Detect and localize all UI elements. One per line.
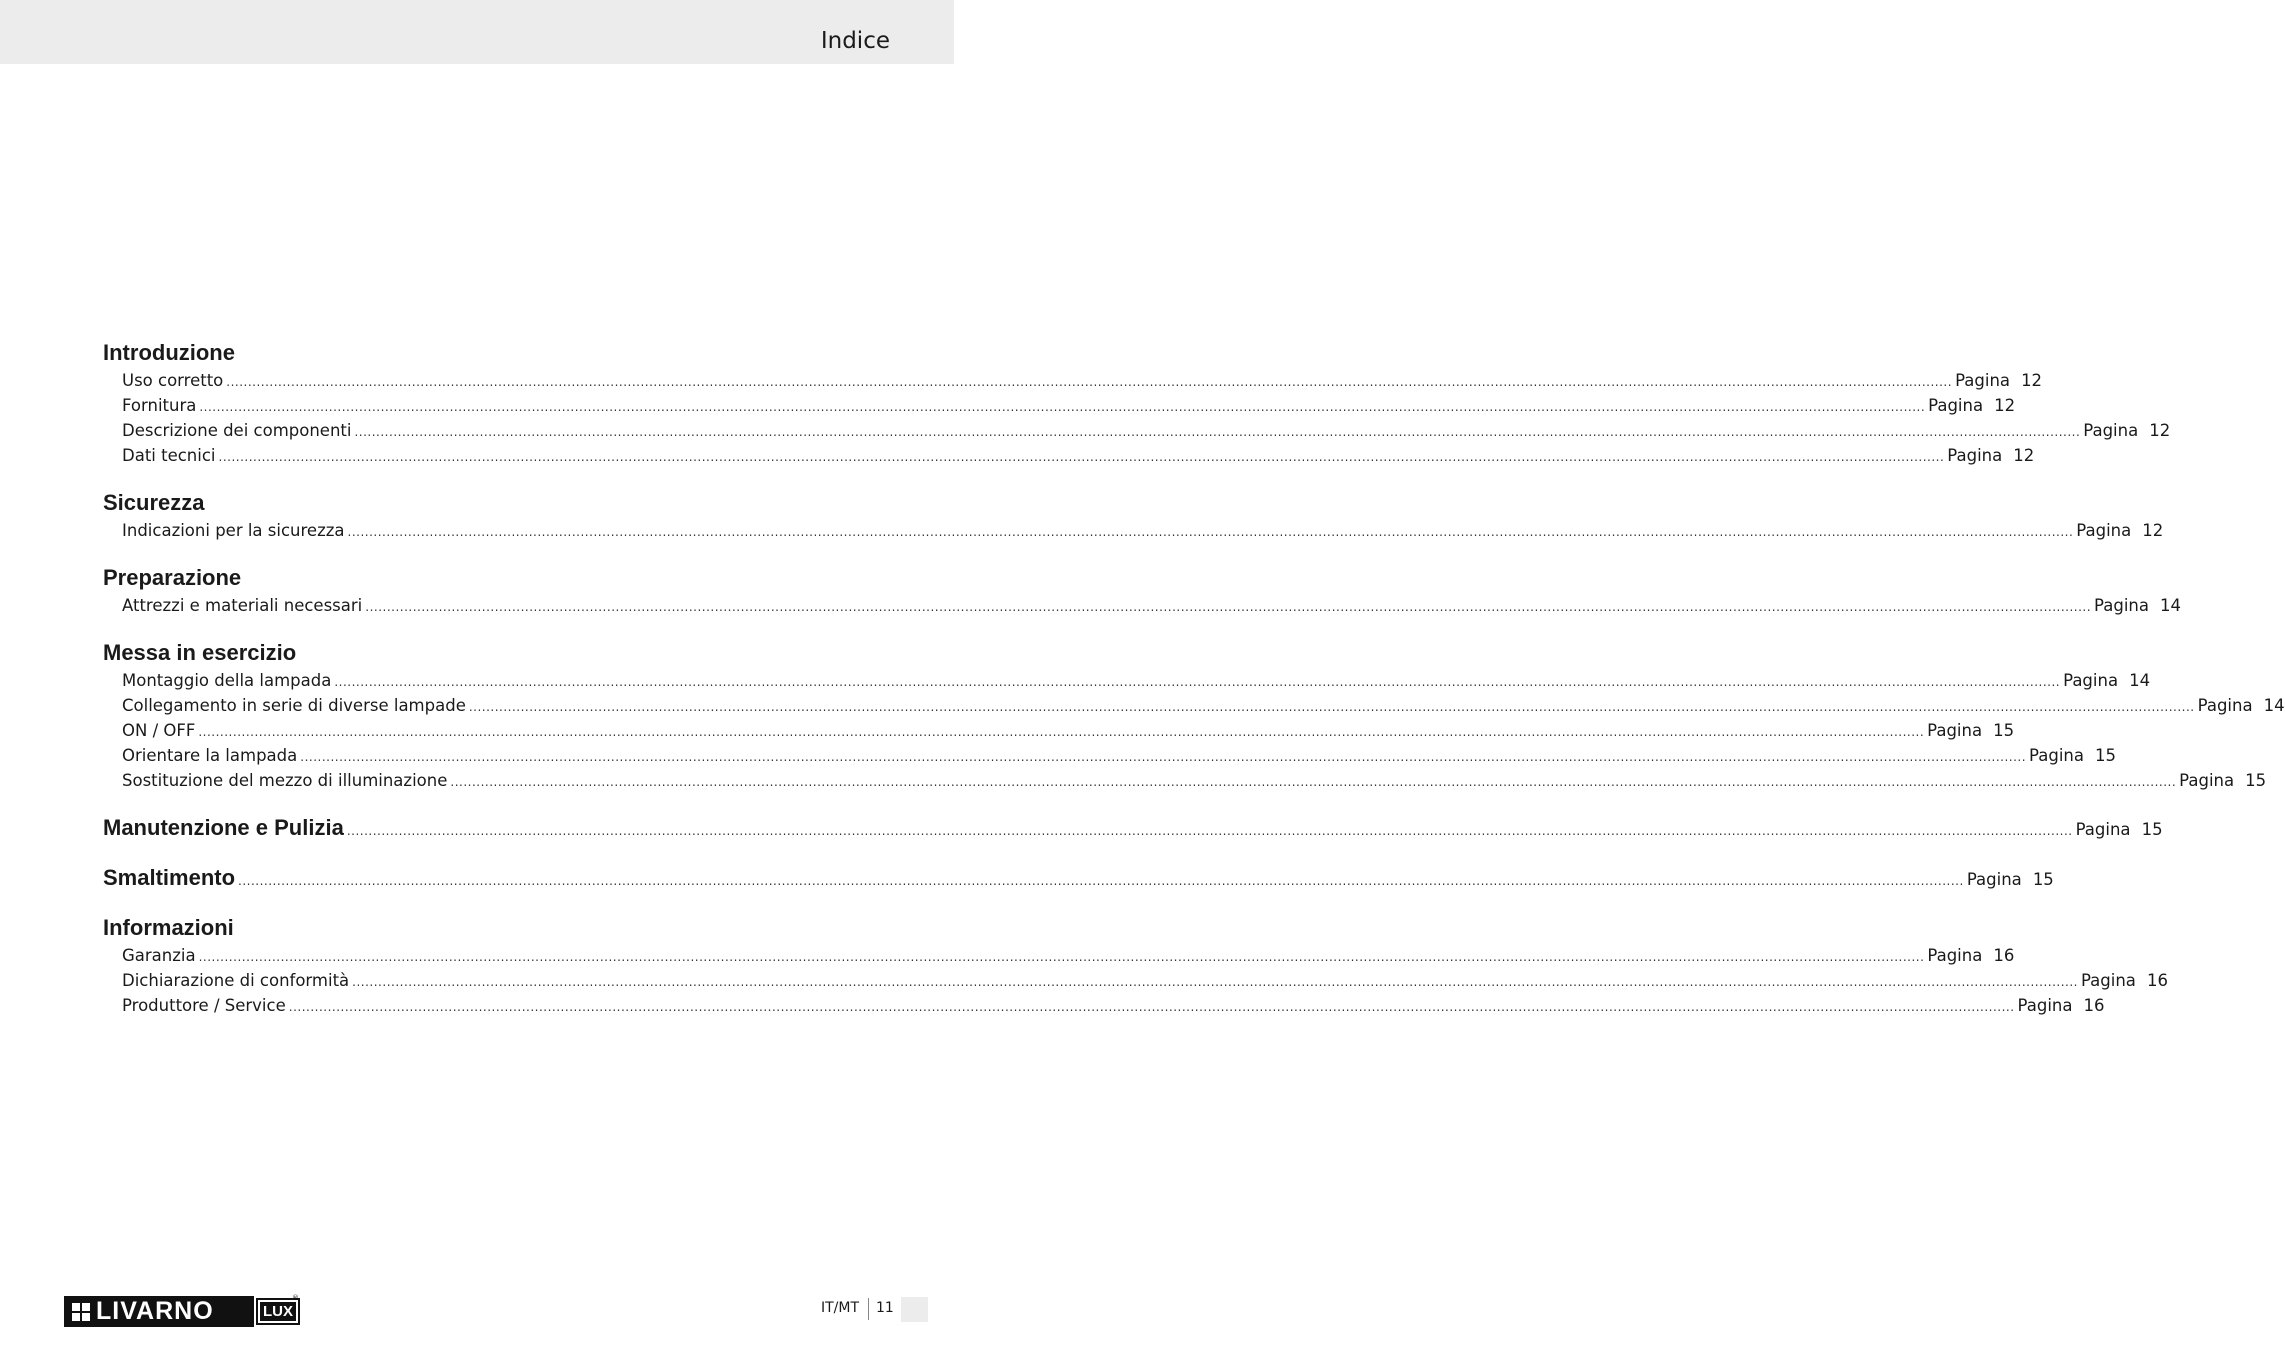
entry-label: Garanzia <box>122 946 196 965</box>
page-word: Pagina <box>2083 421 2139 440</box>
toc-section <box>103 338 2171 468</box>
page-word: Pagina <box>2029 746 2084 765</box>
section-title: Informazioni <box>103 915 234 940</box>
toc-entry <box>103 393 2016 418</box>
page-ref: 12 <box>2149 421 2171 440</box>
page-word: Pagina <box>1966 870 2022 889</box>
toc-entry <box>103 593 2182 618</box>
entry-label: Montaggio della lampada <box>122 671 332 690</box>
language-code: IT/MT <box>821 1300 860 1316</box>
entry-label: Dichiarazione di conformità <box>122 971 350 990</box>
page-word: Pagina <box>1947 446 2003 465</box>
page-ref: 15 <box>2032 870 2054 889</box>
toc-section <box>103 488 2164 543</box>
page-ref: 16 <box>2083 996 2105 1015</box>
dot-leader: ................................................................................................................................................................................................................................................................................................................................................................................................................ <box>199 400 1926 414</box>
page-word: Pagina <box>2017 996 2073 1015</box>
entry-label: Indicazioni per la sicurezza <box>122 521 345 540</box>
toc-entry <box>103 768 2267 793</box>
dot-leader: ................................................................................................................................................................................................................................................................................................................................................................................................................ <box>226 375 1953 389</box>
page-title: Indice <box>820 28 890 54</box>
toc-section <box>103 813 2163 843</box>
page-word: Pagina <box>2063 671 2119 690</box>
page-ref: 15 <box>2095 746 2117 765</box>
dot-leader: ................................................................................................................................................................................................................................................................................................................................................................................................................ <box>347 525 2074 539</box>
logo-lux-box <box>256 1294 300 1325</box>
toc-entry <box>103 368 2043 393</box>
section-title: Preparazione <box>103 565 242 590</box>
entry-label: Produttore / Service <box>122 996 286 1015</box>
entry-label: Sostituzione del mezzo di illuminazione <box>122 771 448 790</box>
toc-entry <box>103 418 2171 443</box>
section-title: Introduzione <box>103 340 235 365</box>
toc-section <box>103 563 2182 618</box>
dot-leader: ................................................................................................................................................................................................................................................................................................................................................................................................................ <box>238 874 1964 888</box>
section-title: Manutenzione e Pulizia <box>103 815 344 840</box>
dot-leader: ................................................................................................................................................................................................................................................................................................................................................................................................................ <box>365 600 2092 614</box>
page-ref: 16 <box>1993 946 2015 965</box>
dot-leader: ................................................................................................................................................................................................................................................................................................................................................................................................................ <box>354 425 2081 439</box>
page-word: Pagina <box>2075 820 2131 839</box>
dot-leader: ................................................................................................................................................................................................................................................................................................................................................................................................................ <box>346 824 2073 838</box>
page-ref: 14 <box>2263 696 2285 715</box>
entry-label: Collegamento in serie di diverse lampade <box>122 696 466 715</box>
page-word: Pagina <box>2179 771 2235 790</box>
toc-entry <box>103 943 2015 968</box>
dot-leader: ................................................................................................................................................................................................................................................................................................................................................................................................................ <box>198 950 1925 964</box>
section-title: Sicurezza <box>103 490 205 515</box>
toc-entry <box>103 668 2151 693</box>
page-ref: 14 <box>2160 596 2182 615</box>
logo-main-block <box>64 1296 254 1327</box>
page-ref: 14 <box>2129 671 2151 690</box>
toc-entry <box>103 718 2015 743</box>
logo-lux-text: LUX <box>260 1302 296 1321</box>
dot-leader: ................................................................................................................................................................................................................................................................................................................................................................................................................ <box>334 675 2061 689</box>
toc-section <box>103 638 2285 793</box>
page-word: Pagina <box>2080 971 2136 990</box>
entry-label: Orientare la lampada <box>122 746 298 765</box>
footer-divider <box>868 1298 869 1320</box>
logo-text: LIVARNO <box>96 1297 214 1325</box>
dot-leader: ................................................................................................................................................................................................................................................................................................................................................................................................................ <box>300 750 2027 764</box>
page-ref: 15 <box>1993 721 2015 740</box>
toc-section-entry <box>103 863 2054 893</box>
dot-leader: ................................................................................................................................................................................................................................................................................................................................................................................................................ <box>218 450 1945 464</box>
livarno-lux-logo <box>64 1296 300 1327</box>
page-ref: 15 <box>2245 771 2267 790</box>
page-ref: 12 <box>2021 371 2043 390</box>
toc-entry <box>103 693 2285 718</box>
footer-tab-box <box>901 1297 928 1322</box>
toc-entry <box>103 968 2168 993</box>
logo-squares-icon <box>72 1303 90 1321</box>
page-word: Pagina <box>2076 521 2132 540</box>
page-ref: 12 <box>2013 446 2035 465</box>
page-ref: 16 <box>2146 971 2168 990</box>
dot-leader: ................................................................................................................................................................................................................................................................................................................................................................................................................ <box>352 975 2078 989</box>
toc-entry <box>103 443 2035 468</box>
dot-leader: ................................................................................................................................................................................................................................................................................................................................................................................................................ <box>288 1000 2015 1014</box>
dot-leader: ................................................................................................................................................................................................................................................................................................................................................................................................................ <box>468 700 2195 714</box>
dot-leader: ................................................................................................................................................................................................................................................................................................................................................................................................................ <box>450 775 2177 789</box>
page-number: 11 <box>876 1300 894 1316</box>
registered-mark-icon: ® <box>292 1294 299 1302</box>
dot-leader: ................................................................................................................................................................................................................................................................................................................................................................................................................ <box>198 725 1925 739</box>
header-band <box>0 0 954 64</box>
table-of-contents <box>103 338 2285 1018</box>
page-ref: 12 <box>1994 396 2016 415</box>
page-word: Pagina <box>1927 721 1983 740</box>
page-word: Pagina <box>1955 371 2011 390</box>
section-title: Messa in esercizio <box>103 640 297 665</box>
entry-label: Uso corretto <box>122 371 224 390</box>
toc-entry <box>103 993 2105 1018</box>
toc-section-entry <box>103 813 2163 843</box>
section-title: Smaltimento <box>103 865 236 890</box>
page-word: Pagina <box>2094 596 2149 615</box>
toc-section <box>103 863 2054 893</box>
toc-section <box>103 913 2168 1018</box>
entry-label: Attrezzi e materiali necessari <box>122 596 363 615</box>
page-word: Pagina <box>1928 396 1984 415</box>
entry-label: Dati tecnici <box>122 446 216 465</box>
page-word: Pagina <box>1927 946 1983 965</box>
page-ref: 12 <box>2142 521 2164 540</box>
entry-label: Descrizione dei componenti <box>122 421 352 440</box>
toc-entry <box>103 518 2164 543</box>
page-word: Pagina <box>2197 696 2253 715</box>
toc-entry <box>103 743 2117 768</box>
entry-label: Fornitura <box>122 396 197 415</box>
page-ref: 15 <box>2141 820 2163 839</box>
entry-label: ON / OFF <box>122 721 196 740</box>
